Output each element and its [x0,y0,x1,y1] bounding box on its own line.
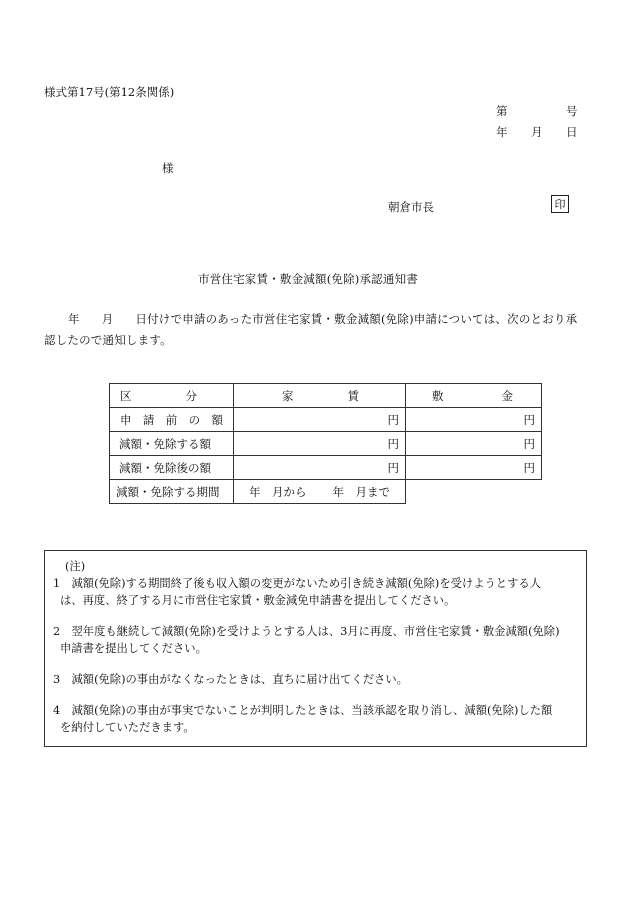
document-number-suffix: 号 [566,104,578,118]
note-item: 1 減額(免除)する期間終了後も収入額の変更がないため引き続き減額(免除)を受けようとする人 は、再度、終了する月に市営住宅家賃・敷金減免申請書を提出してください。 [53,577,541,607]
reduction-table [109,383,542,504]
addressee-suffix: 様 [162,161,174,175]
body-month-label: 月 [101,312,114,326]
table-row [110,432,542,456]
row-label-period: 減額・免除する期間 [110,480,234,504]
empty-cell [406,480,542,504]
date-year-label: 年 [496,125,508,139]
table-row [110,480,542,504]
document-number-label: 第 [496,104,508,118]
header-rent: 家 賃 [234,384,406,408]
rent-before-amount: 円 [234,408,406,432]
table-header-row [110,384,542,408]
header-deposit: 敷 金 [406,384,542,408]
note-item: 3 減額(免除)の事由がなくなったときは、直ちに届け出てください。 [53,673,408,686]
period-from: 年 月から [249,484,307,499]
seal-mark: 印 [551,195,569,213]
period-range [234,480,406,504]
table-row [110,408,542,432]
row-label-before: 申 請 前 の 額 [110,408,234,432]
table-row [110,456,542,480]
date-month-label: 月 [531,125,543,139]
period-to: 年 月まで [332,484,390,499]
note-item: 4 減額(免除)の事由が事実でないことが判明したときは、当該承認を取り消し、減額(免除)した額 を納付していただきます。 [53,704,553,734]
form-number: 様式第17号(第12条関係) [44,85,175,99]
deposit-after-amount: 円 [406,456,542,480]
rent-after-amount: 円 [234,456,406,480]
note-item: 2 翌年度も継続して減額(免除)を受けようとする人は、3月に再度、市営住宅家賃・敷金減額(免除) 申請書を提出してください。 [53,625,560,655]
rent-reduction-amount: 円 [234,432,406,456]
header-category: 区 分 [110,384,234,408]
body-paragraph [44,309,589,351]
document-title: 市営住宅家賃・敷金減額(免除)承認通知書 [198,272,418,286]
issuer-name: 朝倉市長 [388,200,434,214]
body-year-label: 年 [68,312,80,326]
row-label-reduction: 減額・免除する額 [110,432,234,456]
notes-heading: (注) [65,560,86,573]
notes-box [44,550,587,747]
date-day-label: 日 [566,125,578,139]
deposit-before-amount: 円 [406,408,542,432]
deposit-reduction-amount: 円 [406,432,542,456]
row-label-after: 減額・免除後の額 [110,456,234,480]
body-text: 日付けで申請のあった市営住宅家賃・敷金減額(免除)申請については、次のとおり承認したので通知します。 [44,312,578,347]
